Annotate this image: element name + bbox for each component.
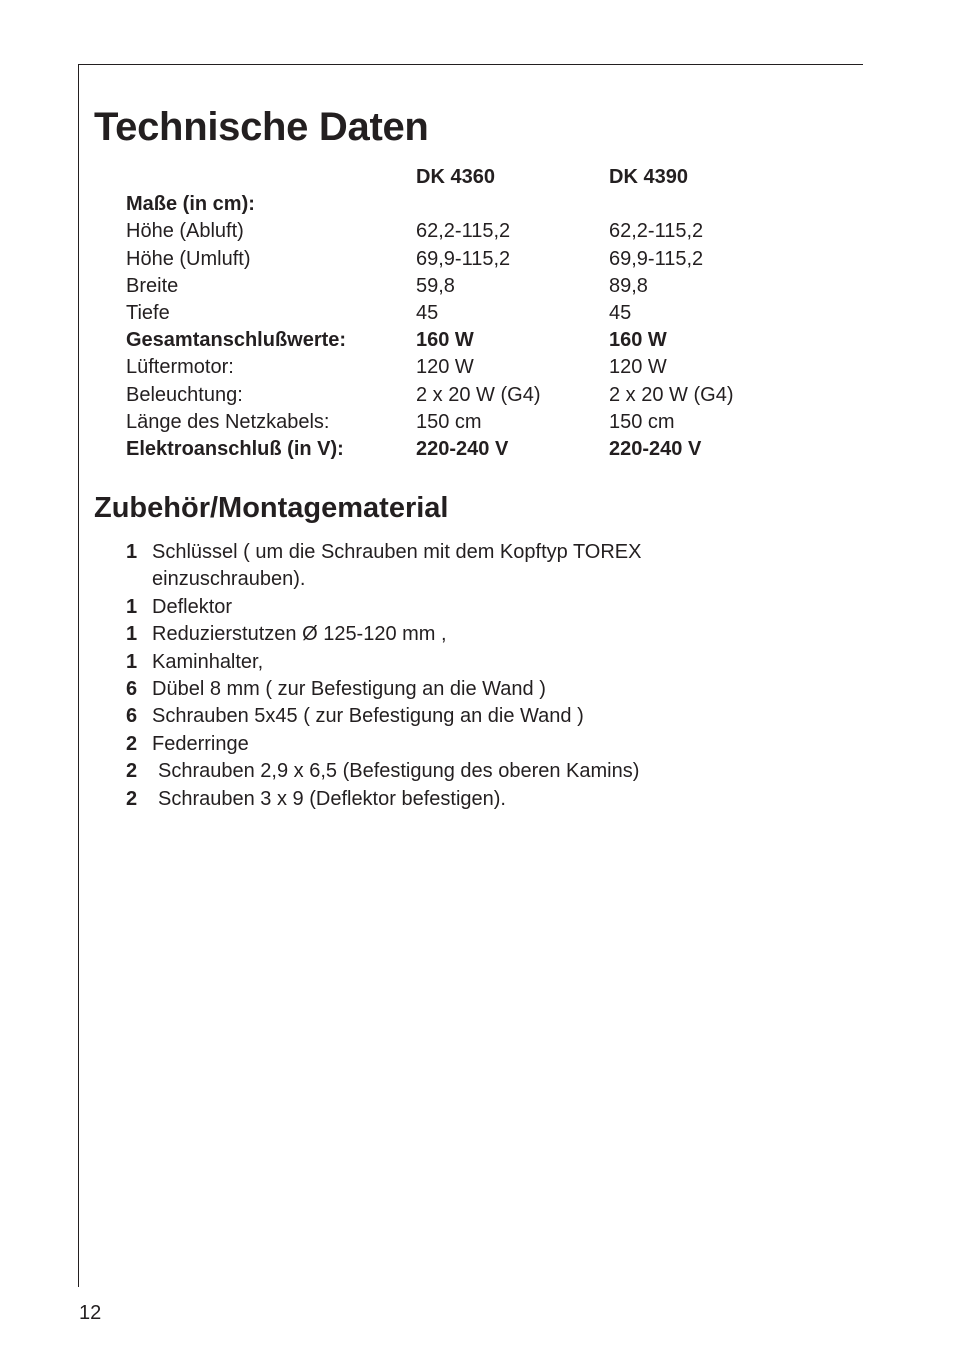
list-item [126, 594, 846, 621]
spec-table-header [126, 164, 806, 191]
spec-row [126, 191, 806, 218]
spec-header-model-b: DK 4390 [609, 166, 688, 188]
item-description-continued: einzuschrauben). [152, 568, 306, 591]
item-description: Schlüssel ( um die Schrauben mit dem Kopftyp TOREX [152, 541, 642, 563]
spec-label: Beleuchtung: [126, 383, 243, 406]
spec-value-model-a: 120 W [416, 356, 474, 379]
spec-row [126, 327, 806, 354]
list-item [126, 758, 846, 785]
spec-value-model-b: 2 x 20 W (G4) [609, 383, 734, 406]
spec-value-model-a: 59,8 [416, 274, 455, 297]
list-item [126, 731, 846, 758]
spec-row [126, 273, 806, 300]
spec-value-model-a: 62,2-115,2 [416, 220, 511, 243]
spec-label: Maße (in cm): [126, 193, 255, 216]
spec-value-model-b: 62,2-115,2 [609, 220, 704, 243]
spec-value-model-b: 120 W [609, 356, 667, 379]
item-description: Schrauben 2,9 x 6,5 (Befestigung des oberen Kamins) [158, 760, 640, 783]
item-description: Dübel 8 mm ( zur Befestigung an die Wand ) [152, 678, 546, 701]
spec-table-body [126, 191, 806, 463]
spec-value-model-b: 69,9-115,2 [609, 247, 704, 270]
item-quantity: 1 [126, 623, 138, 646]
spec-value-model-a: 160 W [416, 329, 474, 352]
list-item [126, 703, 846, 730]
list-item [126, 539, 846, 594]
item-quantity: 2 [126, 760, 138, 783]
item-description: Schrauben 3 x 9 (Deflektor befestigen). [158, 787, 506, 810]
spec-label: Länge des Netzkabels: [126, 410, 330, 433]
spec-row [126, 436, 806, 463]
spec-label: Höhe (Abluft) [126, 220, 244, 243]
item-description: Reduzierstutzen Ø 125-120 mm , [152, 623, 447, 646]
spec-label: Höhe (Umluft) [126, 247, 251, 270]
spec-row [126, 409, 806, 436]
page-title: Technische Daten [94, 105, 429, 149]
accessories-list [126, 539, 846, 813]
spec-value-model-a: 220-240 V [416, 437, 509, 460]
list-item [126, 621, 846, 648]
spec-value-model-a: 2 x 20 W (G4) [416, 383, 541, 406]
spec-row [126, 218, 806, 245]
spec-value-model-b: 220-240 V [609, 437, 702, 460]
spec-value-model-b: 160 W [609, 329, 667, 352]
spec-label: Tiefe [126, 301, 170, 324]
list-item [126, 786, 846, 813]
item-quantity: 1 [126, 541, 138, 563]
item-quantity: 6 [126, 678, 138, 701]
item-quantity: 6 [126, 705, 138, 728]
spec-row [126, 246, 806, 273]
page-number: 12 [79, 1302, 102, 1324]
spec-row [126, 300, 806, 327]
spec-row [126, 354, 806, 381]
item-quantity: 1 [126, 650, 138, 673]
spec-label: Elektroanschluß (in V): [126, 437, 344, 460]
frame-top-rule [78, 64, 863, 65]
spec-label: Gesamtanschlußwerte: [126, 329, 347, 352]
spec-value-model-a: 69,9-115,2 [416, 247, 511, 270]
spec-header-model-a: DK 4360 [416, 166, 495, 188]
list-item [126, 676, 846, 703]
item-quantity: 1 [126, 595, 138, 618]
item-description: Schrauben 5x45 ( zur Befestigung an die Wand ) [152, 705, 584, 728]
spec-value-model-b: 150 cm [609, 410, 675, 433]
item-quantity: 2 [126, 732, 138, 755]
spec-label: Lüftermotor: [126, 356, 234, 379]
frame-left-rule [78, 64, 79, 1287]
item-description: Deflektor [152, 595, 233, 618]
spec-value-model-a: 150 cm [416, 410, 482, 433]
spec-value-model-b: 89,8 [609, 274, 648, 297]
list-item [126, 649, 846, 676]
item-description: Kaminhalter, [152, 650, 264, 673]
spec-label: Breite [126, 274, 179, 297]
item-description: Federringe [152, 732, 249, 755]
item-quantity: 2 [126, 787, 138, 810]
spec-value-model-a: 45 [416, 301, 439, 324]
spec-table [126, 164, 806, 463]
spec-value-model-b: 45 [609, 301, 632, 324]
spec-row [126, 382, 806, 409]
accessories-title: Zubehör/Montagematerial [94, 492, 449, 524]
